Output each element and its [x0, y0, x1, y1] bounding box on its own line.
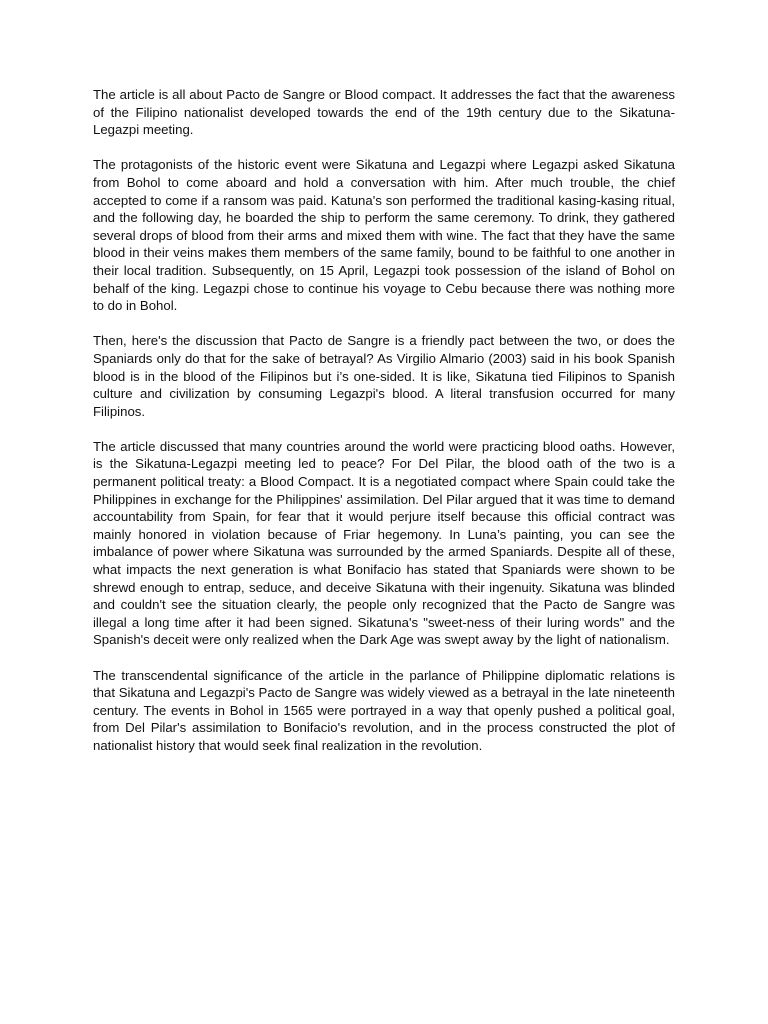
document-body — [93, 86, 675, 772]
paragraph-2: The protagonists of the historic event were Sikatuna and Legazpi where Legazpi asked Sikatuna from Bohol to come aboard and hold a conversation with him. After much trouble, the chief accepted to come if a ransom was paid. Katuna's son performed the traditional kasing-kasing ritual, and the following day, he boarded the ship to perform the same ceremony. To drink, they gathered several drops of blood from their arms and mixed them with wine. The fact that they have the same blood in their veins makes them members of the same family, bound to be faithful to one another in their local tradition. Subsequently, on 15 April, Legazpi took possession of the island of Bohol on behalf of the king. Legazpi chose to continue his voyage to Cebu because there was nothing more to do in Bohol. — [93, 157, 675, 314]
paragraph-3: Then, here's the discussion that Pacto de Sangre is a friendly pact between the two, or does the Spaniards only do that for the sake of betrayal? As Virgilio Almario (2003) said in his book Spanish blood is in the blood of the Filipinos but i’s one-sided. It is like, Sikatuna tied Filipinos to Spanish culture and civilization by consuming Legazpi's blood. A literal transfusion occurred for many Filipinos. — [93, 333, 675, 419]
paragraph-1: The article is all about Pacto de Sangre or Blood compact. It addresses the fact that the awareness of the Filipino nationalist developed towards the end of the 19th century due to the Sikatuna-Legazpi meeting. — [93, 87, 675, 138]
paragraph-4: The article discussed that many countries around the world were practicing blood oaths. However, is the Sikatuna-Legazpi meeting led to peace? For Del Pilar, the blood oath of the two is a permanent political treaty: a Blood Compact. It is a negotiated compact where Spain could take the Philippines in exchange for the Philippines' assimilation. Del Pilar argued that it was time to demand accountability from Spain, for fear that it would perjure itself because this official contract was mainly honored in violation because of Friar hegemony. In Luna’s painting, you can see the imbalance of power where Sikatuna was surrounded by the armed Spaniards. Despite all of these, what impacts the next generation is what Bonifacio has stated that Spaniards were shown to be shrewd enough to entrap, seduce, and deceive Sikatuna with their ingenuity. Sikatuna was blinded and couldn't see the situation clearly, the people only recognized that the Pacto de Sangre was illegal a long time after it had been signed. Sikatuna's "sweet-ness of their luring words" and the Spanish's deceit were only realized when the Dark Age was swept away by the light of nationalism. — [93, 438, 675, 648]
paragraph-5: The transcendental significance of the article in the parlance of Philippine diplomatic relations is that Sikatuna and Legazpi's Pacto de Sangre was widely viewed as a betrayal in the late nineteenth century. The events in Bohol in 1565 were portrayed in a way that openly pushed a political goal, from Del Pilar's assimilation to Bonifacio's revolution, and in the process constructed the plot of nationalist history that would seek final realization in the revolution. — [93, 667, 675, 753]
